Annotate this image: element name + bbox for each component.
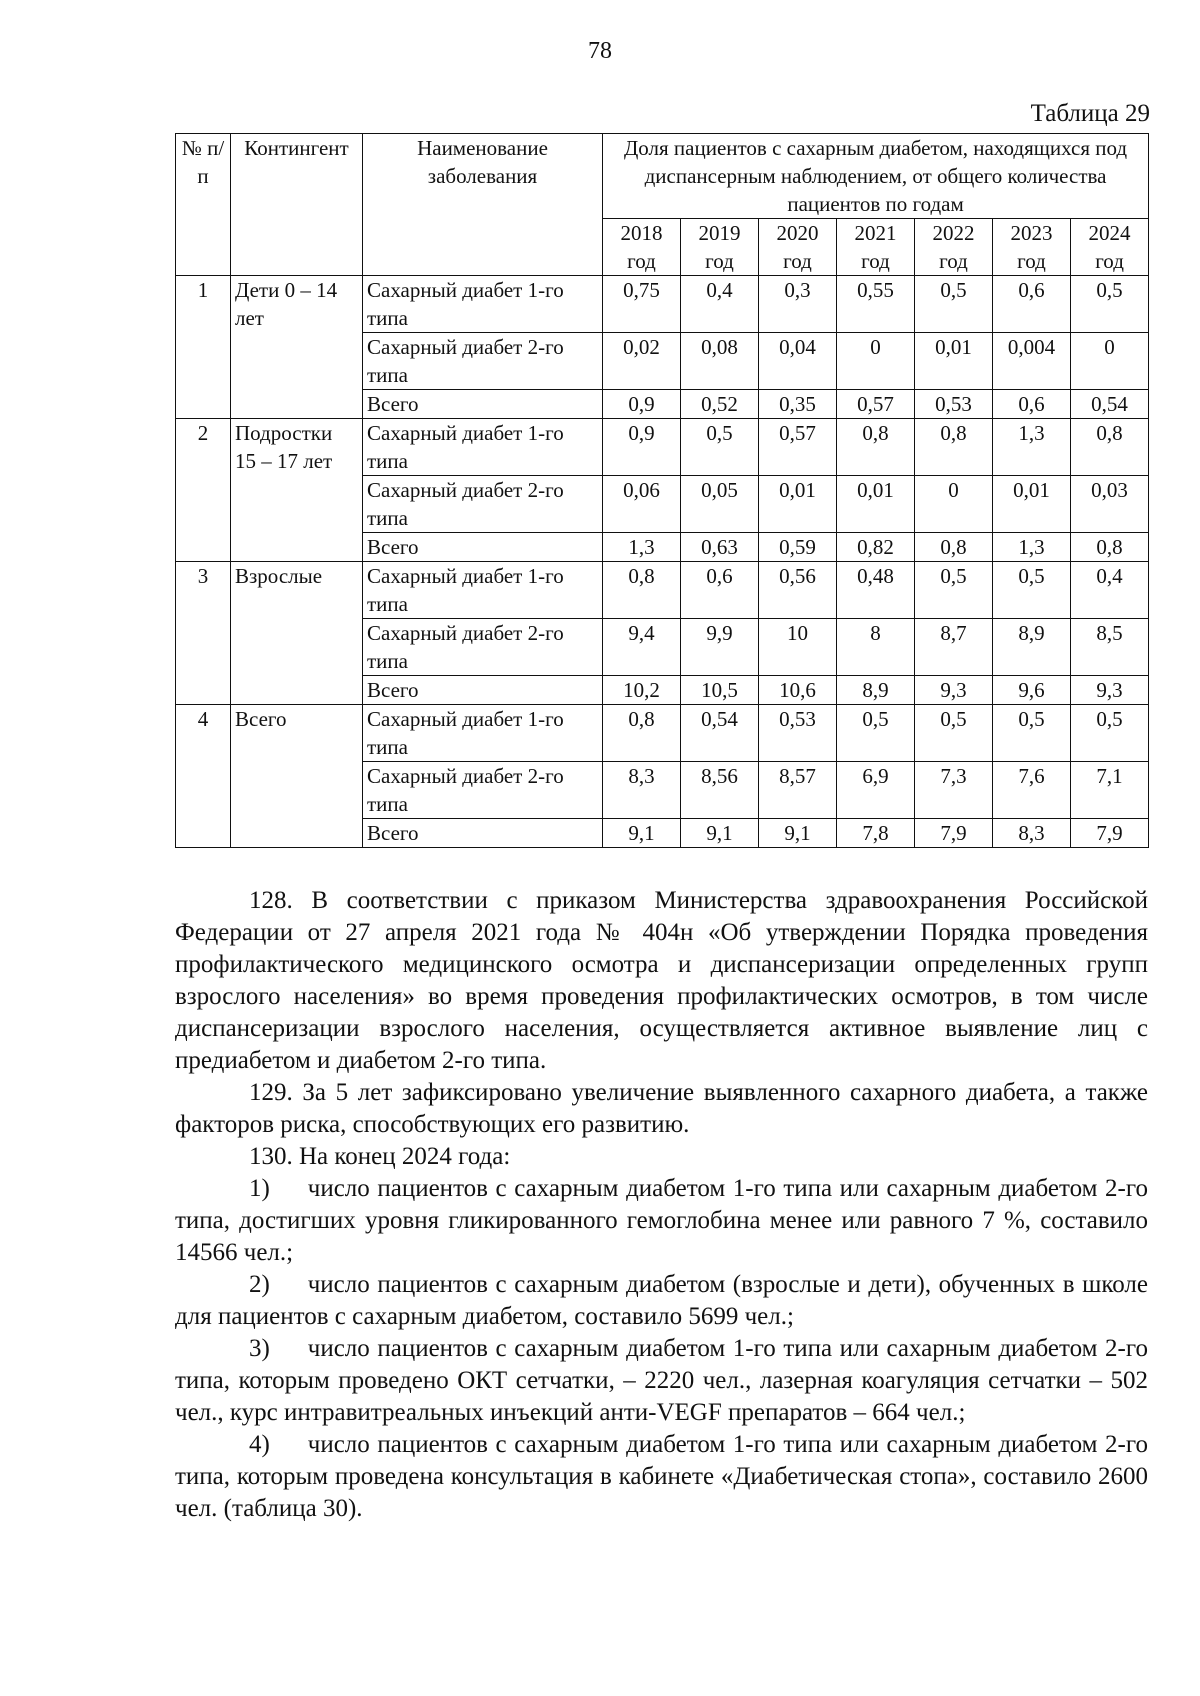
header-disease: Наименование заболевания bbox=[363, 134, 603, 276]
cell-contingent: Подростки 15 – 17 лет bbox=[231, 419, 363, 562]
cell-value: 8,5 bbox=[1071, 619, 1149, 676]
cell-value: 0,8 bbox=[915, 419, 993, 476]
cell-value: 0,53 bbox=[759, 705, 837, 762]
cell-value: 0,82 bbox=[837, 533, 915, 562]
cell-value: 8,3 bbox=[993, 819, 1071, 848]
cell-value: 9,9 bbox=[681, 619, 759, 676]
cell-value: 10 bbox=[759, 619, 837, 676]
list-text: число пациентов с сахарным диабетом 1-го типа или сахарным диабетом 2-го типа, которым проведена консультация в кабинете «Диабетическая стопа», составило 2600 чел. (таблица 30). bbox=[175, 1431, 1148, 1522]
table-caption: Таблица 29 bbox=[1030, 100, 1150, 127]
list-marker: 3) bbox=[249, 1335, 270, 1362]
list-item bbox=[175, 1429, 1148, 1525]
page-number: 78 bbox=[588, 38, 612, 64]
cell-value: 8,3 bbox=[603, 762, 681, 819]
cell-value: 0,55 bbox=[837, 276, 915, 333]
cell-value: 0,5 bbox=[915, 562, 993, 619]
table-row bbox=[176, 419, 1149, 476]
cell-value: 0,01 bbox=[993, 476, 1071, 533]
cell-value: 10,5 bbox=[681, 676, 759, 705]
header-num: № п/п bbox=[176, 134, 231, 276]
cell-value: 0,01 bbox=[759, 476, 837, 533]
cell-value: 8,9 bbox=[837, 676, 915, 705]
table-header bbox=[176, 134, 1149, 276]
cell-value: 10,2 bbox=[603, 676, 681, 705]
cell-value: 8,56 bbox=[681, 762, 759, 819]
cell-value: 0,5 bbox=[1071, 705, 1149, 762]
list-marker: 1) bbox=[249, 1175, 270, 1202]
table-row bbox=[176, 705, 1149, 762]
table-row bbox=[176, 276, 1149, 333]
cell-value: 0,57 bbox=[837, 390, 915, 419]
cell-value: 0,02 bbox=[603, 333, 681, 390]
cell-value: 0,004 bbox=[993, 333, 1071, 390]
cell-value: 0,57 bbox=[759, 419, 837, 476]
header-year: 2023 год bbox=[993, 219, 1071, 276]
cell-value: 7,9 bbox=[1071, 819, 1149, 848]
cell-value: 0,6 bbox=[681, 562, 759, 619]
cell-value: 7,1 bbox=[1071, 762, 1149, 819]
cell-value: 0,5 bbox=[993, 705, 1071, 762]
cell-value: 9,1 bbox=[759, 819, 837, 848]
cell-num: 2 bbox=[176, 419, 231, 562]
paragraph: 128. В соответствии с приказом Министерства здравоохранения Российской Федерации от 27 апреля 2021 года № 404н «Об утверждении Порядка проведения профилактического медицинского осмотра и диспансеризации определенных групп взрослого населения» во время проведения профилактических осмотров, в том числе диспансеризации взрослого населения, осуществляется активное выявление лиц с предиабетом и диабетом 2-го типа. bbox=[175, 887, 1148, 1074]
cell-value: 0,9 bbox=[603, 419, 681, 476]
cell-disease: Сахарный диабет 2-го типа bbox=[363, 333, 603, 390]
table-body bbox=[176, 276, 1149, 848]
body-text bbox=[175, 885, 1148, 1525]
cell-disease: Сахарный диабет 1-го типа bbox=[363, 276, 603, 333]
cell-value: 0,9 bbox=[603, 390, 681, 419]
header-contingent: Контингент bbox=[231, 134, 363, 276]
cell-value: 8,57 bbox=[759, 762, 837, 819]
cell-value: 0,53 bbox=[915, 390, 993, 419]
cell-value: 0,05 bbox=[681, 476, 759, 533]
cell-value: 0,59 bbox=[759, 533, 837, 562]
cell-value: 8,7 bbox=[915, 619, 993, 676]
cell-value: 0,5 bbox=[915, 276, 993, 333]
cell-value: 0,75 bbox=[603, 276, 681, 333]
list-item bbox=[175, 1333, 1148, 1429]
cell-value: 0,4 bbox=[1071, 562, 1149, 619]
cell-value: 0 bbox=[915, 476, 993, 533]
cell-value: 7,3 bbox=[915, 762, 993, 819]
cell-value: 0,54 bbox=[1071, 390, 1149, 419]
cell-num: 1 bbox=[176, 276, 231, 419]
cell-value: 9,1 bbox=[681, 819, 759, 848]
list-marker: 4) bbox=[249, 1431, 270, 1458]
cell-num: 3 bbox=[176, 562, 231, 705]
cell-value: 7,9 bbox=[915, 819, 993, 848]
cell-value: 0 bbox=[1071, 333, 1149, 390]
cell-disease: Всего bbox=[363, 390, 603, 419]
paragraph: 129. За 5 лет зафиксировано увеличение выявленного сахарного диабета, а также факторов риска, способствующих его развитию. bbox=[175, 1079, 1148, 1138]
cell-value: 0,8 bbox=[1071, 419, 1149, 476]
cell-value: 8 bbox=[837, 619, 915, 676]
cell-disease: Всего bbox=[363, 533, 603, 562]
cell-value: 0,06 bbox=[603, 476, 681, 533]
cell-value: 9,3 bbox=[915, 676, 993, 705]
cell-value: 0,6 bbox=[993, 276, 1071, 333]
cell-value: 0,54 bbox=[681, 705, 759, 762]
cell-contingent: Дети 0 – 14 лет bbox=[231, 276, 363, 419]
cell-value: 0,52 bbox=[681, 390, 759, 419]
cell-disease: Всего bbox=[363, 819, 603, 848]
header-share: Доля пациентов с сахарным диабетом, находящихся под диспансерным наблюдением, от общего количества пациентов по годам bbox=[603, 134, 1149, 219]
cell-value: 0,8 bbox=[1071, 533, 1149, 562]
list-marker: 2) bbox=[249, 1271, 270, 1298]
cell-value: 7,6 bbox=[993, 762, 1071, 819]
cell-value: 0,04 bbox=[759, 333, 837, 390]
cell-value: 1,3 bbox=[993, 533, 1071, 562]
cell-value: 1,3 bbox=[603, 533, 681, 562]
cell-disease: Сахарный диабет 1-го типа bbox=[363, 419, 603, 476]
cell-value: 9,4 bbox=[603, 619, 681, 676]
list-item bbox=[175, 1173, 1148, 1269]
cell-value: 0,56 bbox=[759, 562, 837, 619]
list-item bbox=[175, 1269, 1148, 1333]
cell-disease: Сахарный диабет 2-го типа bbox=[363, 762, 603, 819]
cell-disease: Сахарный диабет 1-го типа bbox=[363, 562, 603, 619]
cell-disease: Сахарный диабет 2-го типа bbox=[363, 619, 603, 676]
cell-num: 4 bbox=[176, 705, 231, 848]
cell-disease: Сахарный диабет 2-го типа bbox=[363, 476, 603, 533]
header-year: 2024 год bbox=[1071, 219, 1149, 276]
header-year: 2021 год bbox=[837, 219, 915, 276]
cell-value: 0 bbox=[837, 333, 915, 390]
cell-value: 0,3 bbox=[759, 276, 837, 333]
cell-value: 0,4 bbox=[681, 276, 759, 333]
cell-value: 9,1 bbox=[603, 819, 681, 848]
cell-disease: Всего bbox=[363, 676, 603, 705]
cell-value: 0,01 bbox=[837, 476, 915, 533]
cell-value: 0,01 bbox=[915, 333, 993, 390]
cell-value: 0,48 bbox=[837, 562, 915, 619]
cell-value: 0,6 bbox=[993, 390, 1071, 419]
list-text: число пациентов с сахарным диабетом (взрослые и дети), обученных в школе для пациентов с сахарным диабетом, составило 5699 чел.; bbox=[175, 1271, 1148, 1330]
cell-value: 10,6 bbox=[759, 676, 837, 705]
header-year: 2018 год bbox=[603, 219, 681, 276]
list-text: число пациентов с сахарным диабетом 1-го типа или сахарным диабетом 2-го типа, которым проведено ОКТ сетчатки, – 2220 чел., лазерная коагуляция сетчатки – 502 чел., курс интравитреальных инъекций анти-VEGF препаратов – 664 чел.; bbox=[175, 1335, 1148, 1426]
diabetes-share-table bbox=[175, 133, 1149, 848]
list-text: число пациентов с сахарным диабетом 1-го типа или сахарным диабетом 2-го типа, достигших уровня гликированного гемоглобина менее или равного 7 %, составило 14566 чел.; bbox=[175, 1175, 1148, 1266]
cell-value: 0,5 bbox=[1071, 276, 1149, 333]
cell-value: 0,8 bbox=[837, 419, 915, 476]
cell-contingent: Всего bbox=[231, 705, 363, 848]
cell-value: 1,3 bbox=[993, 419, 1071, 476]
cell-value: 0,08 bbox=[681, 333, 759, 390]
cell-value: 0,63 bbox=[681, 533, 759, 562]
cell-value: 0,5 bbox=[993, 562, 1071, 619]
table-row bbox=[176, 562, 1149, 619]
cell-value: 0,35 bbox=[759, 390, 837, 419]
cell-value: 0,03 bbox=[1071, 476, 1149, 533]
cell-value: 6,9 bbox=[837, 762, 915, 819]
header-year: 2020 год bbox=[759, 219, 837, 276]
header-year: 2019 год bbox=[681, 219, 759, 276]
cell-value: 0,5 bbox=[915, 705, 993, 762]
cell-value: 0,5 bbox=[837, 705, 915, 762]
cell-value: 0,5 bbox=[681, 419, 759, 476]
cell-value: 0,8 bbox=[915, 533, 993, 562]
cell-disease: Сахарный диабет 1-го типа bbox=[363, 705, 603, 762]
cell-contingent: Взрослые bbox=[231, 562, 363, 705]
header-year: 2022 год bbox=[915, 219, 993, 276]
cell-value: 9,6 bbox=[993, 676, 1071, 705]
cell-value: 0,8 bbox=[603, 562, 681, 619]
cell-value: 9,3 bbox=[1071, 676, 1149, 705]
cell-value: 8,9 bbox=[993, 619, 1071, 676]
cell-value: 7,8 bbox=[837, 819, 915, 848]
cell-value: 0,8 bbox=[603, 705, 681, 762]
paragraph: 130. На конец 2024 года: bbox=[249, 1143, 511, 1170]
